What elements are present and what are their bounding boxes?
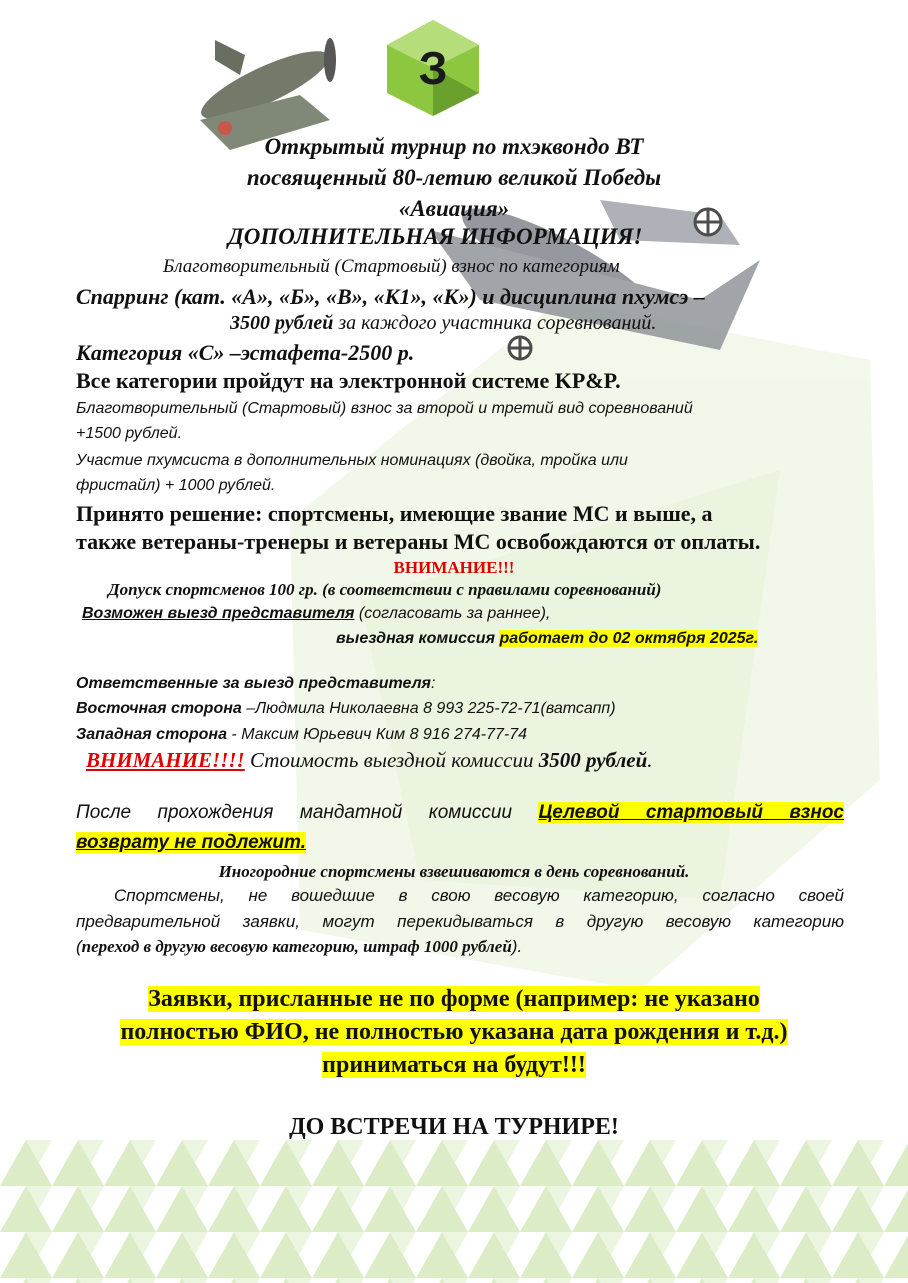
logo-letter: З (418, 42, 448, 94)
decision-line-1: Принято решение: спортсмены, имеющие звание МС и выше, а (76, 501, 713, 526)
attention-2-amount: 3500 рублей (538, 748, 648, 772)
second-third-fee-2: +1500 рублей. (76, 425, 183, 442)
responsible-title (76, 675, 435, 693)
mandate-line-1 (76, 802, 844, 824)
applications-line-1-text: Заявки, присланные не по форме (например: не указано (148, 986, 760, 1012)
weight-change-line-1: Спортсмены, не вошедшие в свою весовую категорию, согласно своей (114, 886, 844, 905)
west-side-value: - Максим Юрьевич Ким 8 916 274-77-74 (226, 726, 527, 743)
attention-2 (86, 748, 653, 773)
pumse-extra-1: Участие пхумсиста в дополнительных номинациях (двойка, тройка или (76, 452, 628, 469)
commission-highlight: работает до 02 октября 2025г. (499, 630, 759, 647)
title-line-1: Открытый турнир по тхэквондо ВТ (264, 134, 644, 159)
representative-line (82, 605, 550, 623)
additional-info-heading: ДОПОЛНИТЕЛЬНАЯ ИНФОРМАЦИЯ! (228, 224, 643, 249)
attention-2-end: . (647, 748, 653, 772)
east-side-contact (76, 700, 616, 718)
applications-line-2-text: полностью ФИО, не полностью указана дата рождения и т.д.) (120, 1019, 788, 1045)
sparring-line: Спарринг (кат. «А», «Б», «В», «К1», «К») и дисциплина пхумсэ – (76, 284, 705, 309)
sparring-price-suffix: за каждого участника соревнований. (333, 312, 657, 334)
west-side-label: Западная сторона (76, 726, 227, 743)
decision-line-2: также ветераны-тренеры и ветераны МС освобождаются от оплаты. (76, 529, 761, 554)
second-third-fee-1: Благотворительный (Стартовый) взнос за второй и третий вид соревнований (76, 400, 693, 417)
admission: Допуск спортсменов 100 гр. (в соответствии с правилами соревнований) (108, 580, 662, 599)
category-c: Категория «С» –эстафета-2500 р. (76, 340, 415, 365)
closing-message: ДО ВСТРЕЧИ НА ТУРНИРЕ! (289, 1114, 619, 1140)
weight-change-line-2: предварительной заявки, могут перекидываться в другую весовую категорию (76, 912, 844, 931)
mandate-line-2 (76, 832, 306, 854)
weight-change-close: ). (511, 937, 523, 956)
applications-line-3 (0, 1052, 908, 1079)
weight-change-penalty: переход в другую весовую категорию, штраф 1000 рублей (81, 937, 512, 956)
responsible-title-text: Ответственные за выезд представителя (76, 675, 431, 692)
title-line-2: посвященный 80-летию великой Победы (246, 165, 662, 190)
title-line-3: «Авиация» (398, 196, 510, 221)
mandate-highlight-2: возврату не подлежит. (76, 832, 306, 853)
commission-line (336, 630, 758, 648)
weight-change-line-3 (76, 937, 522, 957)
attention-2-label: ВНИМАНИЕ!!!! (86, 748, 245, 772)
applications-line-3-text: приниматься на будут!!! (322, 1052, 586, 1078)
attention-1: ВНИМАНИЕ!!! (393, 558, 515, 577)
weighing: Иногородние спортсмены взвешиваются в день соревнований. (218, 862, 690, 881)
applications-line-2 (0, 1019, 908, 1046)
east-side-value: –Людмила Николаевна 8 993 225-72-71(ватсапп) (241, 700, 616, 717)
mandate-highlight-1: Целевой стартовый взнос (538, 802, 844, 823)
responsible-title-colon: : (430, 675, 436, 692)
weight-change-open: ( (76, 937, 82, 956)
mandate-text: После прохождения мандатной комиссии (76, 802, 539, 823)
sparring-price-amount: 3500 рублей (230, 312, 334, 334)
commission-prefix: выездная комиссия (336, 630, 500, 647)
west-side-contact (76, 726, 527, 744)
electronic-system: Все категории пройдут на электронной системе KP&P. (76, 368, 621, 393)
east-side-label: Восточная сторона (76, 700, 242, 717)
fee-intro: Благотворительный (Стартовый) взнос по категориям (163, 256, 620, 277)
tournament-logo (382, 18, 484, 118)
sparring-price (230, 312, 656, 335)
representative-rest: (согласовать за раннее), (354, 605, 551, 622)
applications-line-1 (0, 986, 908, 1013)
attention-2-text: Стоимость выездной комиссии (244, 748, 539, 772)
pumse-extra-2: фристайл) + 1000 рублей. (76, 477, 276, 494)
representative-bold: Возможен выезд представителя (82, 605, 355, 622)
